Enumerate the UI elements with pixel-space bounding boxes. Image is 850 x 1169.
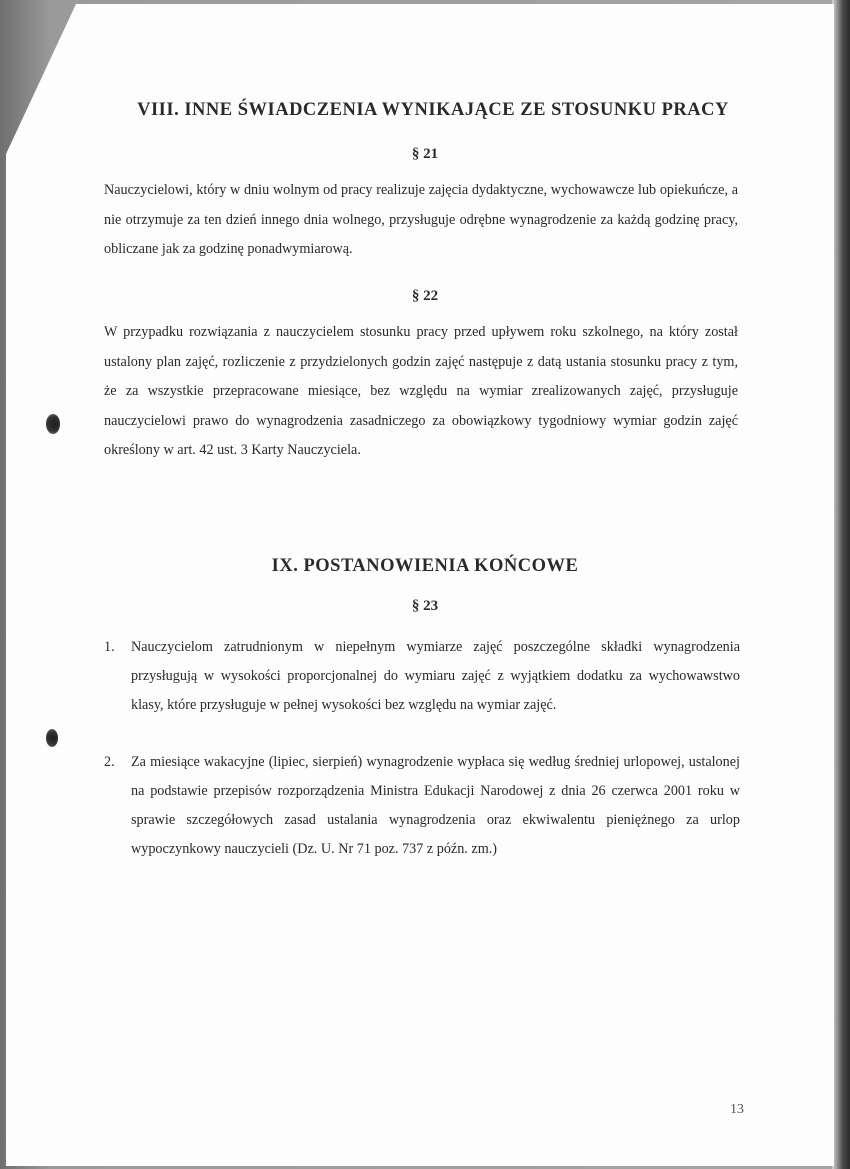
- section-viii-heading: VIII. INNE ŚWIADCZENIA WYNIKAJĄCE ZE STOSUNKU PRACY: [137, 100, 729, 120]
- punch-hole-top: [46, 414, 60, 434]
- punch-hole-bottom: [46, 729, 58, 747]
- paragraph-22-text: W przypadku rozwiązania z nauczycielem stosunku pracy przed upływem roku szkolnego, na który został ustalony plan zajęć, rozliczenie z przydzielonych godzin zajęć następuje z datą ustania stosunku pracy z tym, że za wszystkie przepracowane miesiące, bez względu na wymiar zrealizowanych zajęć, przysługuje nauczycielowi prawo do wynagrodzenia zasadniczego za obowiązkowy tygodniowy wymiar godzin zajęć określony w art. 42 ust. 3 Karty Nauczyciela.: [104, 324, 738, 458]
- section-ix-heading: IX. POSTANOWIENIA KOŃCOWE: [271, 556, 579, 576]
- list-item: [104, 633, 740, 720]
- list-item-2: [104, 748, 740, 864]
- paragraph-21-symbol: § 21: [411, 146, 439, 162]
- paragraph-22-symbol: § 22: [411, 288, 439, 304]
- paragraph-21-text: Nauczycielowi, który w dniu wolnym od pracy realizuje zajęcia dydaktyczne, wychowawcze lub opiekuńcze, a nie otrzymuje za ten dzień innego dnia wolnego, przysługuje odrębne wynagrodzenie za każdą godzinę pracy, obliczane jak za godzinę ponadwymiarową.: [104, 182, 738, 257]
- page-number: 13: [730, 1102, 744, 1117]
- list-item-text: Za miesiące wakacyjne (lipiec, sierpień) wynagrodzenie wypłaca się według średniej urlopowej, ustalonej na podstawie przepisów rozporządzenia Ministra Edukacji Narodowej z dnia 26 czerwca 2001 roku w sprawie szczegółowych zasad ustalania wynagrodzenia oraz ekwiwalentu pieniężnego za urlop wypoczynkowy nauczycieli (Dz. U. Nr 71 poz. 737 z późn. zm.): [131, 754, 740, 857]
- list-item: [104, 748, 740, 864]
- paragraph-23-symbol: § 23: [411, 598, 439, 614]
- list-item-1: [104, 633, 740, 720]
- scan-right-edge: [832, 0, 850, 1169]
- list-item-text: Nauczycielom zatrudnionym w niepełnym wymiarze zajęć poszczególne składki wynagrodzenia przysługują w wysokości proporcjonalnej do wymiaru zajęć z wyjątkiem dodatku za wychowawstwo klasy, które przysługuje w pełnej wysokości bez względu na wymiar zajęć.: [131, 639, 740, 713]
- list-item-number: 2.: [104, 754, 115, 770]
- list-item-number: 1.: [104, 639, 115, 655]
